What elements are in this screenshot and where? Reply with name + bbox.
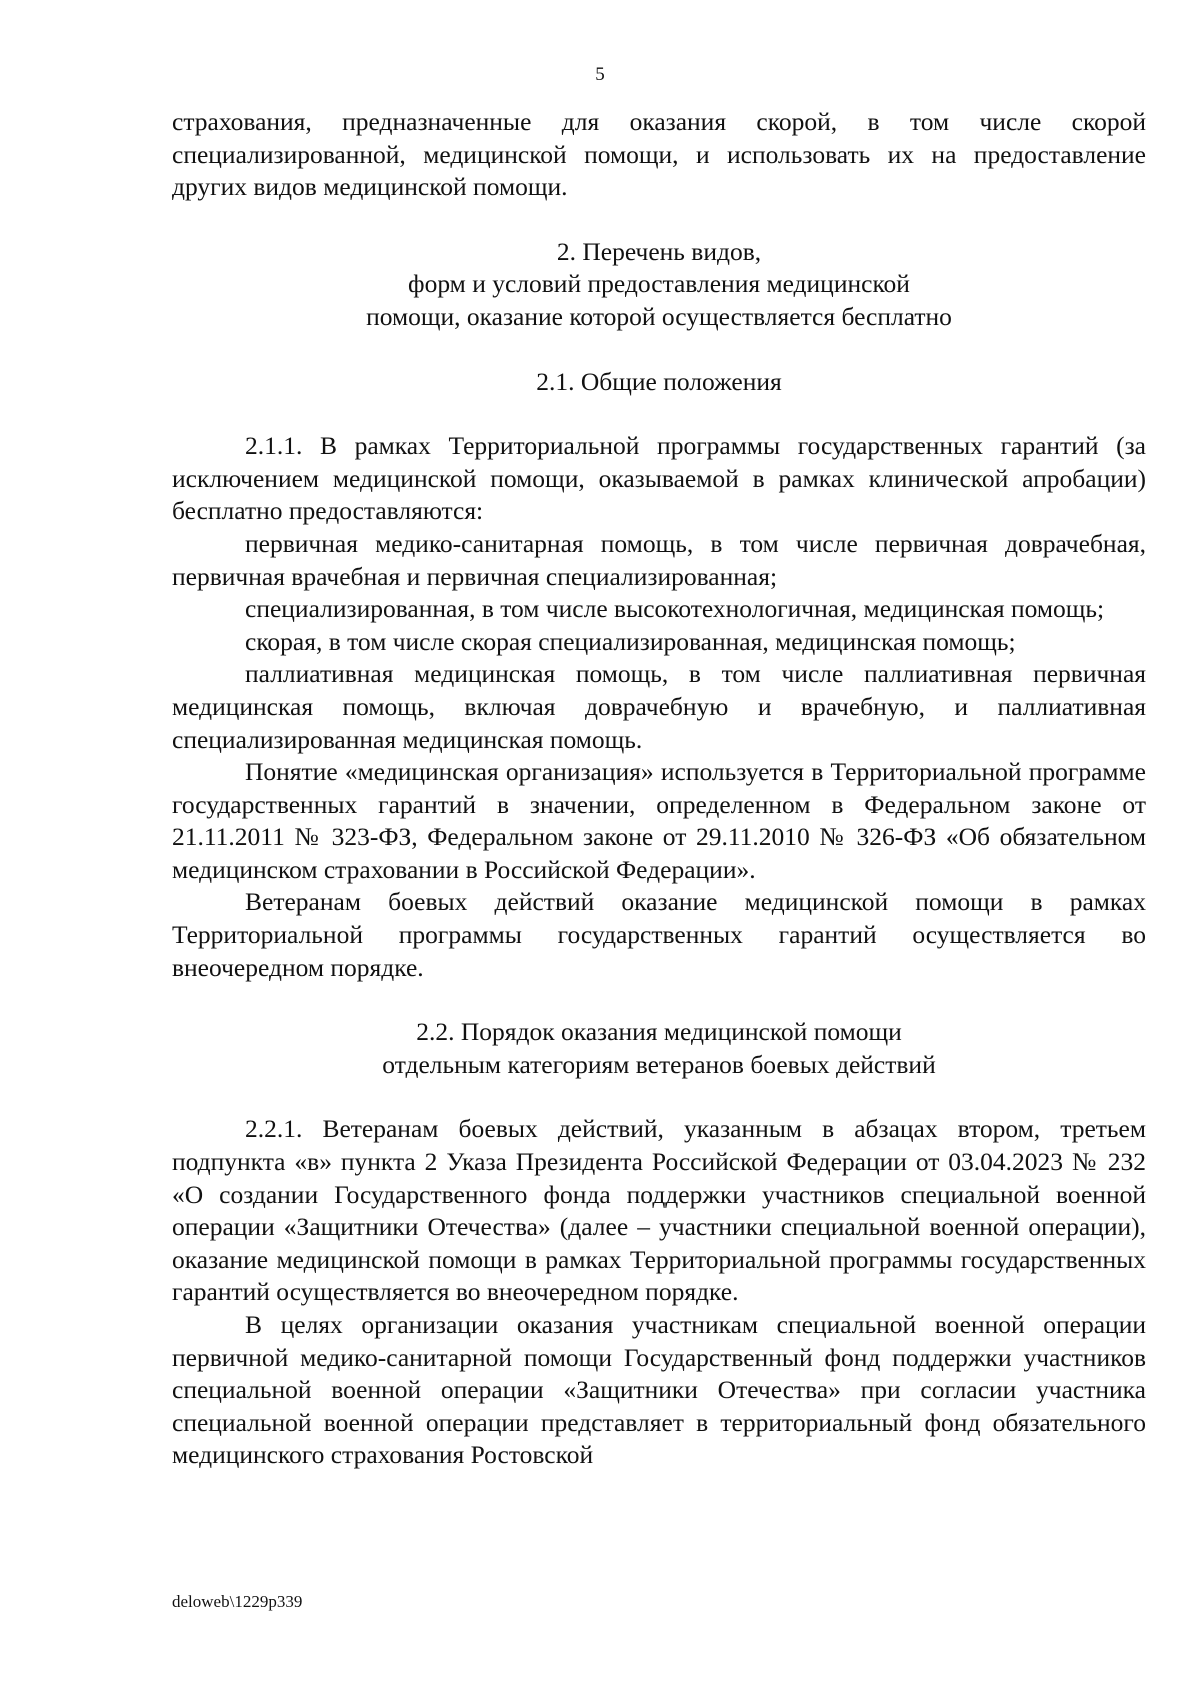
document-body: [172, 106, 1146, 1472]
paragraph: 2.2.1. Ветеранам боевых действий, указанным в абзацах втором, третьем подпункта «в» пункта 2 Указа Президента Российской Федерации от 03.04.2023 № 232 «О создании Государственного фонда поддержки участников специальной военной операции «Защитники Отечества» (далее – участники специальной военной операции), оказание медицинской помощи в рамках Территориальной программы государственных гарантий осуществляется во внеочередном порядке.: [172, 1114, 1146, 1307]
section-2-2-heading-line: отдельным категориям ветеранов боевых действий: [382, 1049, 936, 1079]
paragraph: 2.1.1. В рамках Территориальной программы государственных гарантий (за исключением медицинской помощи, оказываемой в рамках клинической апробации) бесплатно предоставляются:: [172, 431, 1146, 526]
paragraph: В целях организации оказания участникам специальной военной операции первичной медико-санитарной помощи Государственный фонд поддержки участников специальной военной операции «Защитники Отечества» при согласии участника специальной военной операции представляет в территориальный фонд обязательного медицинского страхования Ростовской: [172, 1310, 1146, 1470]
paragraph: Понятие «медицинская организация» используется в Территориальной программе государственных гарантий в значении, определенном в Федеральном законе от 21.11.2011 № 323-ФЗ, Федеральном законе от 29.11.2010 № 326-ФЗ «Об обязательном медицинском страховании в Российской Федерации».: [172, 757, 1146, 884]
document-footer-code: deloweb\1229p339: [172, 1592, 303, 1611]
section-2-heading-line: 2. Перечень видов,: [556, 236, 762, 266]
paragraph: специализированная, в том числе высокотехнологичная, медицинская помощь;: [245, 594, 1105, 624]
section-2-1-heading: 2.1. Общие положения: [536, 366, 782, 396]
section-2-heading-line: помощи, оказание которой осуществляется бесплатно: [366, 301, 952, 331]
page-number: 5: [595, 64, 605, 85]
section-2-heading-line: форм и условий предоставления медицинской: [408, 269, 910, 299]
section-2-2-heading: [172, 1016, 1146, 1081]
section-2-heading: [172, 236, 1146, 334]
paragraph-continuation: страхования, предназначенные для оказания скорой, в том числе скорой специализированной, медицинской помощи, и использовать их на предоставление других видов медицинской помощи.: [172, 107, 1146, 202]
paragraph: Ветеранам боевых действий оказание медицинской помощи в рамках Территориальной программы государственных гарантий осуществляется во внеочередном порядке.: [172, 887, 1146, 982]
paragraph: скорая, в том числе скорая специализированная, медицинская помощь;: [245, 626, 1016, 656]
paragraph: паллиативная медицинская помощь, в том числе паллиативная первичная медицинская помощь, включая доврачебную и врачебную, и паллиативная специализированная медицинская помощь.: [172, 659, 1146, 754]
section-2-2-heading-line: 2.2. Порядок оказания медицинской помощи: [416, 1017, 902, 1047]
paragraph: первичная медико-санитарная помощь, в том числе первичная доврачебная, первичная врачебная и первичная специализированная;: [172, 528, 1146, 591]
